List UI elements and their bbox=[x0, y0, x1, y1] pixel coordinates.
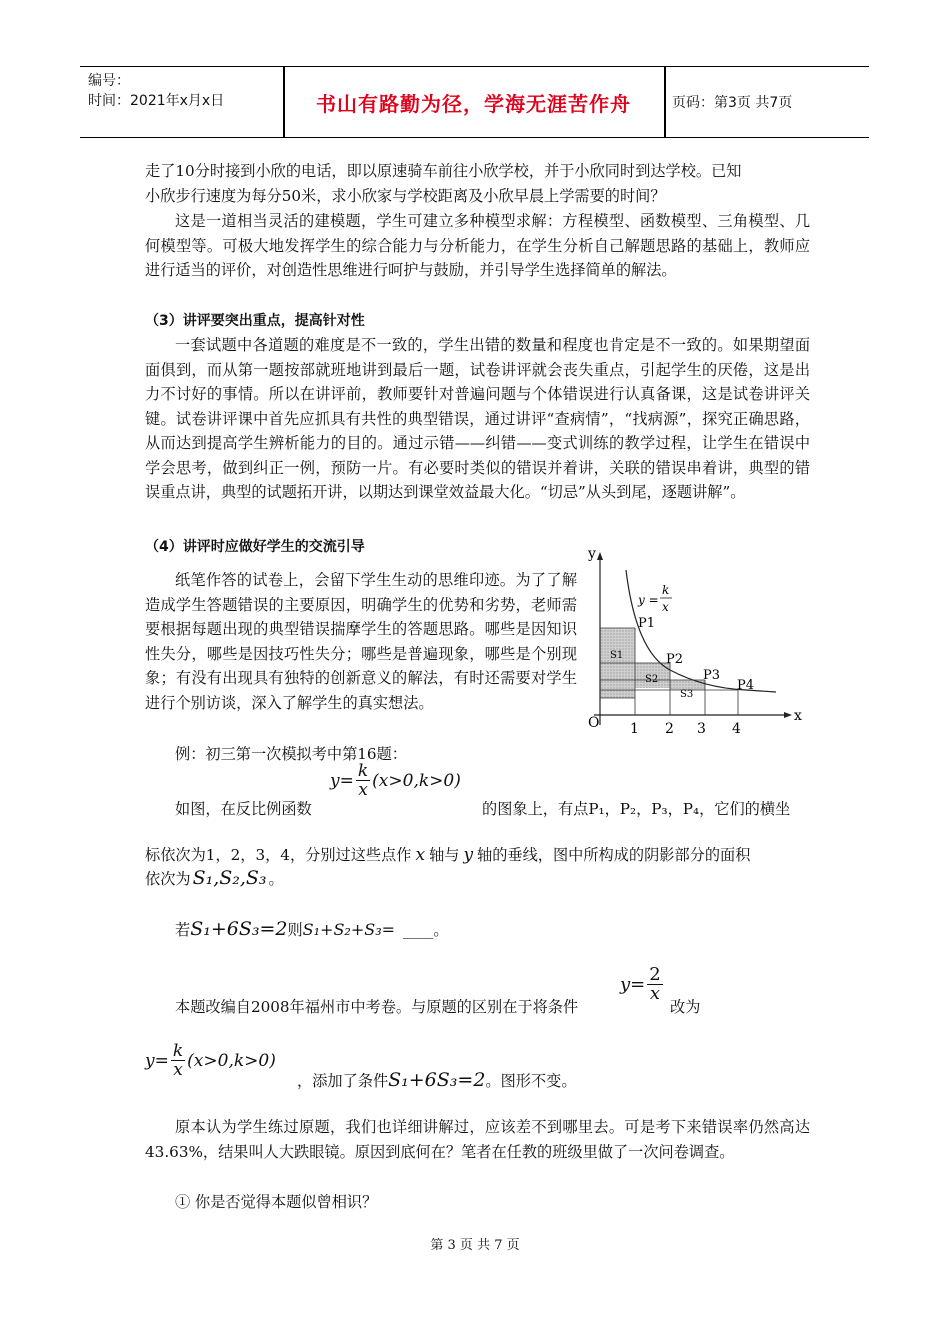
math-var: y bbox=[463, 845, 474, 865]
text-span: ，添加了条件 bbox=[297, 1072, 389, 1090]
text-span: 标依次为1，2，3，4，分别过这些点作 bbox=[145, 846, 412, 864]
area-label: S3 bbox=[680, 689, 694, 700]
fraction-numerator: 2 bbox=[649, 964, 661, 985]
heading-3: （3）讲评要突出重点，提高针对性 bbox=[145, 313, 365, 329]
fraction bbox=[647, 966, 662, 1003]
math-var: x bbox=[415, 845, 426, 865]
fraction bbox=[171, 1042, 185, 1079]
header-divider bbox=[664, 67, 666, 137]
tick-label: 1 bbox=[630, 721, 639, 737]
page-footer: 第 3 页 共 7 页 bbox=[430, 1238, 520, 1253]
curve-label-y: y = bbox=[638, 593, 659, 607]
formula-inverse-k bbox=[330, 762, 461, 799]
condition-line bbox=[175, 917, 449, 943]
heading-4: （4）讲评时应做好学生的交流引导 bbox=[145, 539, 365, 555]
text-span: 轴的垂线，图中所构成的阴影部分的面积 bbox=[477, 846, 751, 864]
serial-label: 编号： bbox=[88, 73, 130, 89]
paragraph-4: 纸笔作答的试卷上，会留下学生生动的思维印迹。为了了解造成学生答题错误的主要原因，明确学生的优势和劣势，老师需要根据每题出现的典型错误揣摩学生的答题思路。哪些是因知识性失分，哪些是因技巧性失分；哪些是普遍现象，哪些是个别现象；有没有出现具有独特的创新意义的解法，有时还需要对学生进行个别访谈，深入了解学生的真实想法。 bbox=[145, 571, 577, 712]
text-span: 。 bbox=[268, 870, 284, 888]
y-arrow-icon bbox=[597, 552, 603, 560]
curve-label-k: k bbox=[662, 583, 670, 597]
origin-post: 改为 bbox=[670, 998, 701, 1016]
paragraph-2: 这是一道相当灵活的建模题，学生可建立多种模型求解：方程模型、函数模型、三角模型、几何模型等。可极大地发挥学生的综合能力与分析能力，在学生分析自己解题思路的基础上，教师应进行适当的评价，对创造性思维进行呵护与鼓励，并引导学生选择简单的解法。 bbox=[145, 212, 810, 279]
fraction bbox=[356, 762, 370, 799]
math-var: y bbox=[145, 1050, 155, 1071]
math-s-condition: S₁+6S₃=2 bbox=[388, 1069, 486, 1091]
y-axis-label: y bbox=[588, 546, 596, 562]
area-label: S2 bbox=[645, 674, 659, 685]
math-condition: (x>0,k>0) bbox=[187, 1050, 276, 1071]
header-motto: 书山有路勤为径，学海无涯苦作舟 bbox=[316, 91, 631, 116]
fraction-numerator: k bbox=[357, 761, 369, 781]
question-line-3 bbox=[145, 866, 284, 892]
text-span: 则 bbox=[287, 921, 303, 939]
math-s-list: S₁,S₂,S₃ bbox=[192, 867, 267, 889]
fraction-denominator: x bbox=[358, 780, 368, 800]
origin-label: O bbox=[588, 715, 600, 731]
area-label: S1 bbox=[610, 650, 624, 661]
fraction-denominator: x bbox=[173, 1060, 183, 1080]
example-line: 例：初三第一次模拟考中第16题： bbox=[175, 745, 407, 763]
survey-question-1: ① 你是否觉得本题似曾相识？ bbox=[175, 1193, 378, 1211]
question-pre: 如图，在反比例函数 bbox=[175, 800, 312, 818]
curve-label-x: x bbox=[662, 600, 669, 614]
hyperbola-figure bbox=[586, 540, 816, 740]
paragraph-1 bbox=[145, 159, 810, 208]
fraction-numerator: k bbox=[172, 1041, 184, 1061]
origin-pre: 本题改编自2008年福州市中考卷。与原题的区别在于将条件 bbox=[175, 998, 579, 1016]
question-post: 的图象上，有点P₁，P₂，P₃，P₄，它们的横坐 bbox=[482, 800, 791, 818]
math-op: = bbox=[339, 770, 354, 791]
math-condition: (x>0,k>0) bbox=[372, 770, 461, 791]
math-op: = bbox=[154, 1050, 169, 1071]
math-var: y bbox=[330, 770, 340, 791]
x-arrow-icon bbox=[784, 712, 792, 718]
formula-original bbox=[620, 966, 665, 1003]
page-header bbox=[80, 66, 869, 138]
question-line-2 bbox=[145, 843, 750, 868]
header-page-label: 页码：第3页 共7页 bbox=[672, 95, 793, 111]
text-span: 轴与 bbox=[429, 846, 460, 864]
math-var: y bbox=[620, 974, 631, 995]
text-line: 小欣步行速度为每分50米，求小欣家与学校距离及小欣早晨上学需要的时间？ bbox=[145, 186, 666, 205]
header-left bbox=[88, 71, 224, 111]
point-label: P2 bbox=[666, 652, 684, 667]
answer-blank: ____。 bbox=[403, 921, 449, 939]
text-span: 。图形不变。 bbox=[485, 1072, 577, 1090]
text-span: 若 bbox=[175, 921, 191, 939]
point-label: P4 bbox=[737, 678, 755, 693]
paragraph-3: 一套试题中各道题的难度是不一致的，学生出错的数量和程度也肯定是不一致的。如果期望面面俱到，而从第一题按部就班地讲到最后一题，试卷讲评就会丧失重点，引起学生的厌倦，这是出力不讨好的事情。所以在讲评前，教师要针对普遍问题与个体错误进行认真备课，这是试卷讲评关键。试卷讲评课中首先应抓具有共性的典型错误，通过讲评“查病情”，“找病源”，探究正确思路，从而达到提高学生辨析能力的目的。通过示错——纠错——变式训练的教学过程，让学生在错误中学会思考，做到纠正一例，预防一片。有必要时类似的错误并着讲，关联的错误串着讲，典型的错误重点讲，典型的试题拓开讲，以期达到课堂效益最大化。“切忌”从头到尾，逐题讲解”。 bbox=[145, 336, 810, 501]
point-label: P3 bbox=[703, 668, 721, 683]
math-op: = bbox=[630, 974, 646, 995]
math-s-sum: S₁+S₂+S₃= bbox=[302, 920, 396, 939]
date-label: 时间：2021年x月x日 bbox=[88, 93, 225, 109]
tick-label: 2 bbox=[665, 721, 674, 737]
fraction-denominator: x bbox=[649, 983, 661, 1004]
x-axis-label: x bbox=[794, 708, 802, 724]
paragraph-5: 原本认为学生练过原题，我们也详细讲解过，应该差不到哪里去。可是考下来错误率仍然高达43.63%，结果叫人大跌眼镜。原因到底何在？笔者在任教的班级里做了一次问卷调查。 bbox=[145, 1118, 810, 1161]
formula-changed bbox=[145, 1042, 276, 1079]
text-span: 依次为 bbox=[145, 870, 191, 888]
point-label: P1 bbox=[638, 616, 656, 631]
tick-label: 3 bbox=[697, 721, 706, 737]
tick-label: 4 bbox=[732, 721, 741, 737]
math-s-condition: S₁+6S₃=2 bbox=[190, 918, 288, 940]
text-line: 走了10分时接到小欣的电话，即以原速骑车前往小欣学校，并于小欣同时到达学校。已知 bbox=[145, 162, 742, 180]
added-condition-line bbox=[297, 1068, 577, 1094]
